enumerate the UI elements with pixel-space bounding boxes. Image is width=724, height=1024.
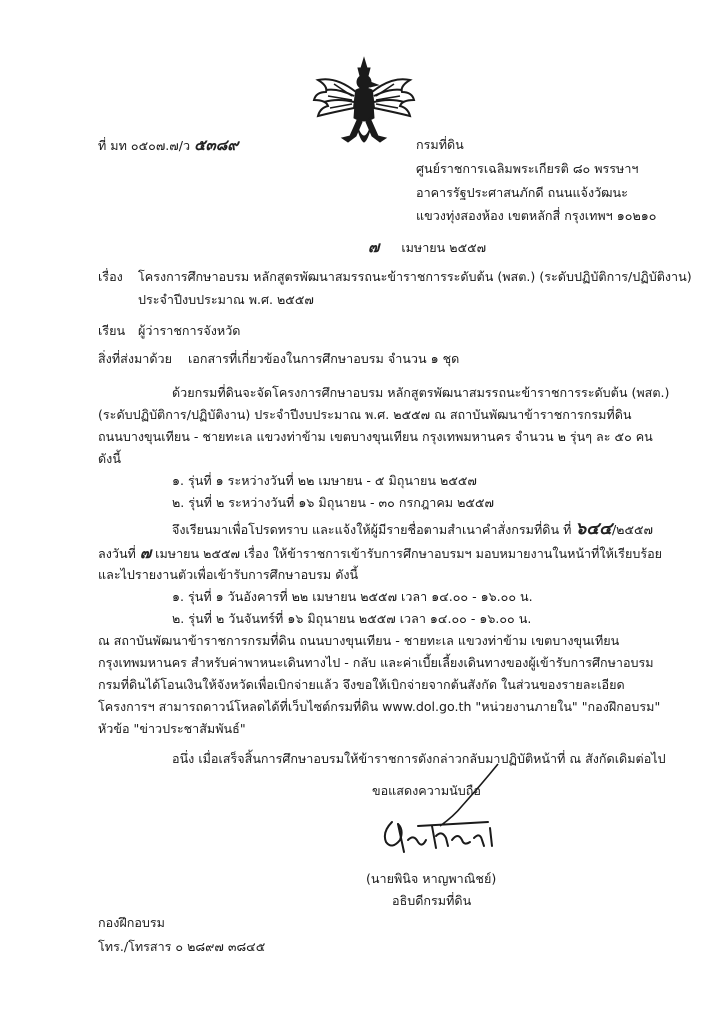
agency-name: กรมที่ดิน [416,137,464,152]
body-paragraph-1-line: ดังนี้ [98,451,121,466]
signature-icon [378,812,508,858]
paragraph-2-text: จึงเรียนมาเพื่อโปรดทราบ และแจ้งให้ผู้มีรายชื่อตามสำเนาคำสั่งกรมที่ดิน ที่ [172,522,572,537]
schedule-item: ๑. รุ่นที่ ๑ ระหว่างวันที่ ๒๒ เมษายน - ๕ มิถุนายน ๒๕๕๗ [172,473,477,488]
body-paragraph-1-line: ด้วยกรมที่ดินจะจัดโครงการศึกษาอบรม หลักสูตรพัฒนาสมรรถนะข้าราชการระดับต้น (พสต.) [172,385,670,400]
reference-prefix: ที่ มท ๐๕๐๗.๗/ว [98,138,191,153]
agency-address-line: แขวงทุ่งสองห้อง เขตหลักสี่ กรุงเทพฯ ๑๐๒๑๐ [416,208,657,223]
date-month-year: เมษายน ๒๕๕๗ [401,240,487,255]
enclosure-label: สิ่งที่ส่งมาด้วย [98,351,172,366]
reference-number [98,136,238,155]
signatory-title: อธิบดีกรมที่ดิน [392,893,472,908]
order-year: /๒๕๕๗ [611,522,654,537]
date-day-handwritten: ๗ [368,238,380,256]
enclosure-value: เอกสารที่เกี่ยวข้องในการศึกษาอบรม จำนวน ๑ ชุด [188,351,460,366]
subject-line-1: โครงการศึกษาอบรม หลักสูตรพัฒนาสมรรถนะข้าราชการระดับต้น (พสต.) (ระดับปฏิบัติการ/ปฏิบัติงาน) [138,269,692,284]
reference-handwritten-number: ๕๓๘๙ [194,136,239,154]
body-paragraph-2-rest: กรุงเทพมหานคร สำหรับค่าพาหนะเดินทางไป - กลับ และค่าเบี้ยเลี้ยงเดินทางของผู้เข้ารับการศึกษาอบรม [98,655,654,670]
body-paragraph-2-rest: โครงการฯ สามารถดาวน์โหลดได้ที่เว็บไซต์กรมที่ดิน www.dol.go.th "หน่วยงานภายใน" "กองฝึกอบรม" [98,699,661,714]
recipient-label: เรียน [98,323,126,338]
reporting-item: ๑. รุ่นที่ ๑ วันอังคารที่ ๒๒ เมษายน ๒๕๕๗ เวลา ๑๔.๐๐ - ๑๖.๐๐ น. [172,589,533,604]
agency-address-line: ศูนย์ราชการเฉลิมพระเกียรติ ๘๐ พรรษาฯ [416,161,639,176]
garuda-emblem-icon [312,56,416,152]
reporting-item: ๒. รุ่นที่ ๒ วันจันทร์ที่ ๑๖ มิถุนายน ๒๕๕๗ เวลา ๑๔.๐๐ - ๑๖.๐๐ น. [172,611,532,626]
body-paragraph-1-line: ถนนบางขุนเทียน - ชายทะเล แขวงท่าข้าม เขตบางขุนเทียน กรุงเทพมหานคร จำนวน ๒ รุ่นๆ ละ ๕๐ คน [98,429,653,444]
body-paragraph-2-rest: หัวข้อ "ข่าวประชาสัมพันธ์" [98,721,246,736]
recipient-value: ผู้ว่าราชการจังหวัด [138,323,241,338]
paragraph-2-text: เมษายน ๒๕๕๗ เรื่อง ให้ข้าราชการเข้ารับการศึกษาอบรมฯ มอบหมายงานในหน้าที่ให้เรียบร้อย [155,546,663,561]
footer-phone: โทร./โทรสาร ๐ ๒๘๙๗ ๓๘๔๕ [98,939,266,954]
agency-address-line: อาคารรัฐประศาสนภักดี ถนนแจ้งวัฒนะ [416,185,628,200]
subject-line-2: ประจำปีงบประมาณ พ.ศ. ๒๕๕๗ [138,292,314,307]
schedule-item: ๒. รุ่นที่ ๒ ระหว่างวันที่ ๑๖ มิถุนายน - ๓๐ กรกฎาคม ๒๕๕๗ [172,495,494,510]
subject-label: เรื่อง [98,269,123,284]
order-number-handwritten: ๖๔๔ [575,519,612,539]
footer-department: กองฝึกอบรม [98,915,165,930]
signatory-name: (นายพินิจ หาญพาณิชย์) [366,871,497,886]
body-paragraph-2-rest: ณ สถาบันพัฒนาข้าราชการกรมที่ดิน ถนนบางขุนเทียน - ชายทะเล แขวงท่าข้าม เขตบางขุนเทียน [98,633,620,648]
body-paragraph-2-line-2 [98,544,662,563]
body-paragraph-2-line-1 [172,520,653,539]
body-paragraph-2-rest: กรมที่ดินได้โอนเงินให้จังหวัดเพื่อเบิกจ่ายแล้ว จึงขอให้เบิกจ่ายจากต้นสังกัด ในส่วนของรายละเอียด [98,677,625,692]
body-paragraph-3: อนึ่ง เมื่อเสร็จสิ้นการศึกษาอบรมให้ข้าราชการดังกล่าวกลับมาปฏิบัติหน้าที่ ณ สังกัดเดิมต่อไป [172,751,666,766]
order-day-handwritten: ๗ [139,544,152,562]
closing-greeting: ขอแสดงความนับถือ [372,783,481,798]
body-paragraph-1-line: (ระดับปฏิบัติการ/ปฏิบัติงาน) ประจำปีงบประมาณ พ.ศ. ๒๕๕๗ ณ สถาบันพัฒนาข้าราชการกรมที่ดิน [98,407,632,422]
document-date [368,238,486,257]
body-paragraph-2-line-3: และไปรายงานตัวเพื่อเข้ารับการศึกษาอบรม ดังนี้ [98,567,359,582]
date-prefix: ลงวันที่ [98,546,136,561]
